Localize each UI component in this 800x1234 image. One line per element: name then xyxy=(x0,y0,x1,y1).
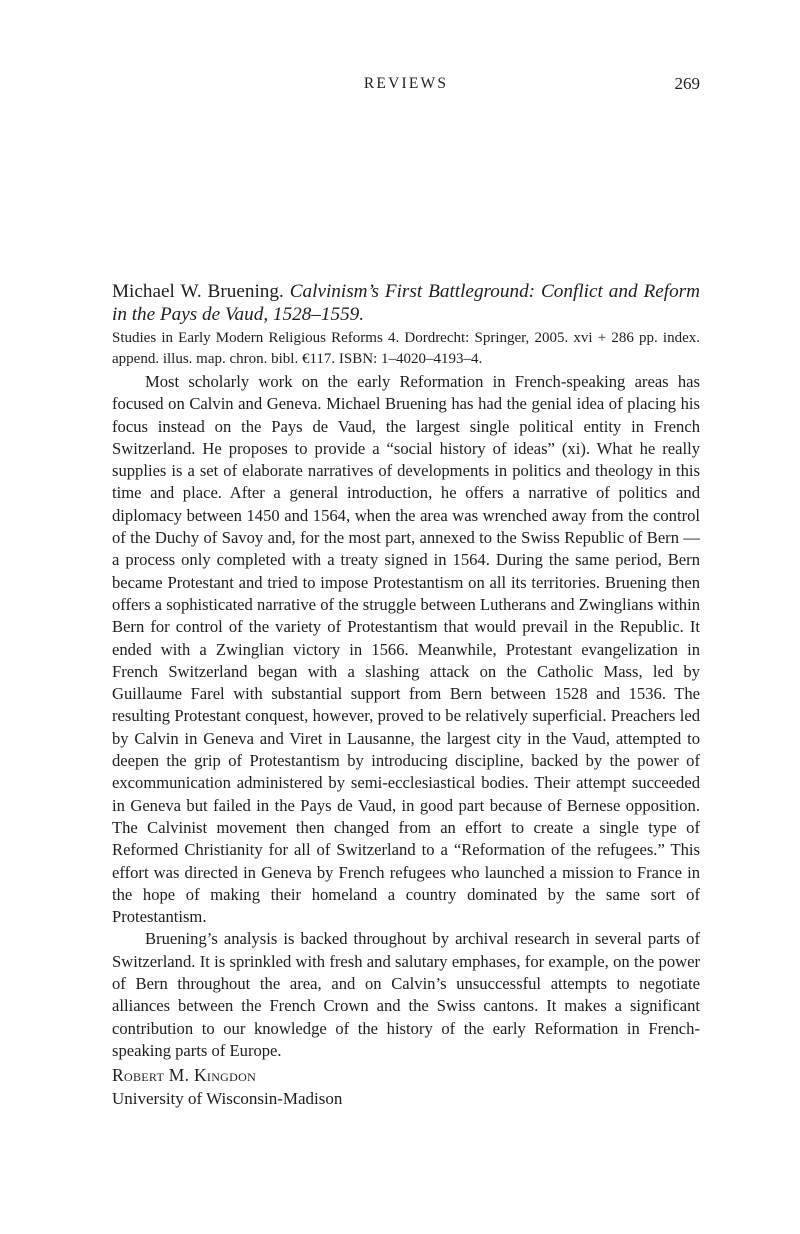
book-citation xyxy=(112,280,700,326)
page-number: 269 xyxy=(674,74,700,93)
review-paragraph: Most scholarly work on the early Reformation in French-speaking areas has focused on Calvin and Geneva. Michael Bruening has had the genial idea of placing his focus instead on the Pays de Vaud, the largest single political entity in French Switzerland. He proposes to provide a “social history of ideas” (xi). What he really supplies is a set of elaborate narratives of developments in politics and theology in this time and place. After a general introduction, he offers a narrative of politics and diplomacy between 1450 and 1564, when the area was wrenched away from the control of the Duchy of Savoy and, for the most part, annexed to the Swiss Republic of Bern — a process only completed with a treaty signed in 1564. During the same period, Bern became Protestant and tried to impose Protestantism on all its territories. Bruening then offers a sophisticated narrative of the struggle between Lutherans and Zwinglians within Bern for control of the variety of Protestantism that would prevail in the Republic. It ended with a Zwinglian victory in 1566. Meanwhile, Protestant evangelization in French Switzerland began with a slashing attack on the Catholic Mass, led by Guillaume Farel with substantial support from Bern between 1528 and 1536. The resulting Protestant conquest, however, proved to be relatively superficial. Preachers led by Calvin in Geneva and Viret in Lausanne, the largest city in the Vaud, attempted to deepen the grip of Protestantism by introducing discipline, backed by the power of excommunication administered by semi-ecclesiastical bodies. Their attempt succeeded in Geneva but failed in the Pays de Vaud, in good part because of Bernese opposition. The Calvinist movement then changed from an effort to create a single type of Reformed Christianity for all of Switzerland to a “Reformation of the refugees.” This effort was directed in Geneva by French refugees who launched a mission to France in the hope of making their homeland a country dominated by the same sort of Protestantism. xyxy=(112,372,700,927)
reviewer-name: Robert M. Kingdon xyxy=(112,1065,257,1086)
running-title: REVIEWS xyxy=(363,75,449,92)
reviewer-affiliation: University of Wisconsin-Madison xyxy=(112,1089,343,1109)
book-author: Michael W. Bruening. xyxy=(112,281,284,302)
book-title: Calvinism’s First Battleground: Conflict and Reform in the Pays de Vaud, 1528–1559. xyxy=(112,281,700,325)
publication-details: Studies in Early Modern Religious Reforms 4. Dordrecht: Springer, 2005. xvi + 286 pp. index. append. illus. map. chron. bibl. €117. ISBN: 1–4020–4193–4. xyxy=(112,330,700,367)
review-paragraph: Bruening’s analysis is backed throughout by archival research in several parts of Switzerland. It is sprinkled with fresh and salutary emphases, for example, on the power of Bern throughout the area, and on Calvin’s unsuccessful attempts to negotiate alliances between the French Crown and the Swiss cantons. It makes a significant contribution to our knowledge of the history of the early Reformation in French-speaking parts of Europe. xyxy=(112,929,700,1060)
running-header xyxy=(0,73,800,95)
book-review xyxy=(112,280,700,1110)
